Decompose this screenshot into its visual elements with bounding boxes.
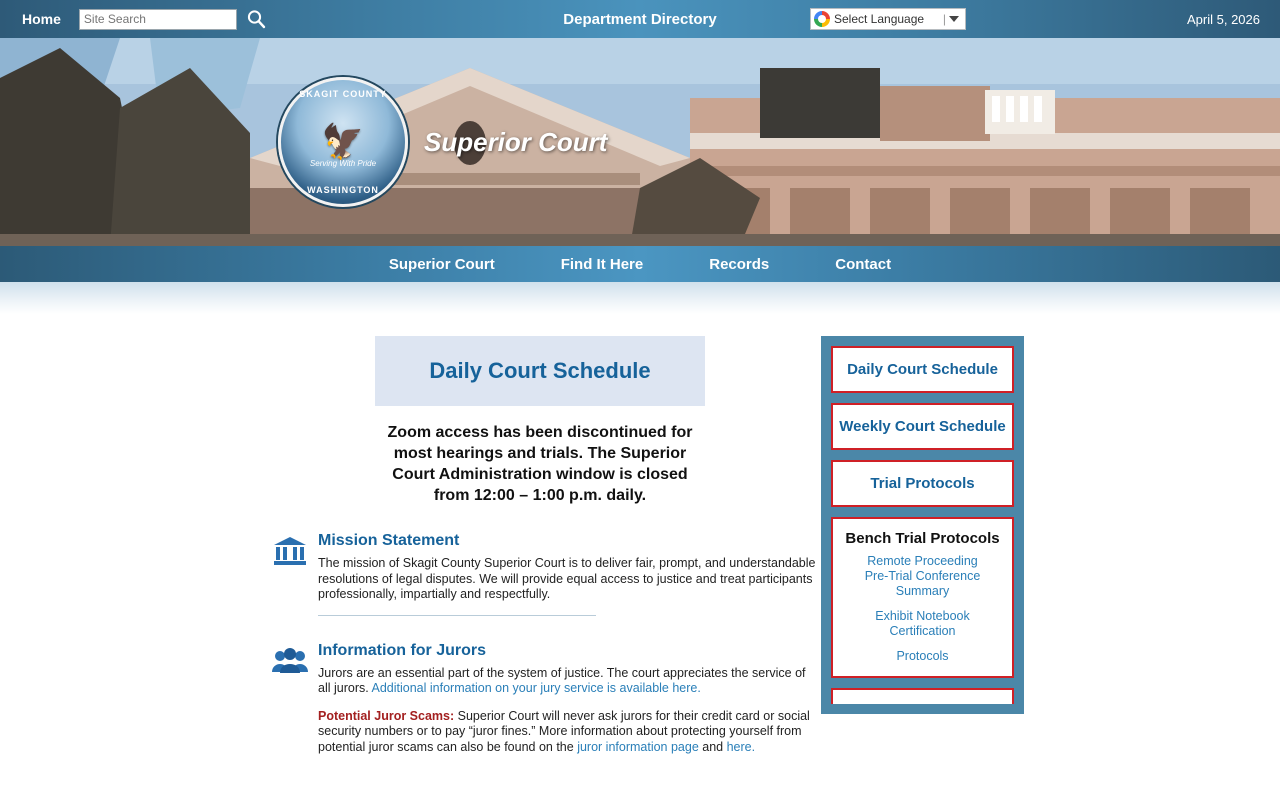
current-date: April 5, 2026 <box>1187 11 1260 27</box>
nav-item-records[interactable]: Records <box>709 255 770 273</box>
main-column <box>262 336 818 755</box>
language-selector-label: Select Language <box>834 12 925 26</box>
sidebar-button-daily-court-schedule[interactable]: Daily Court Schedule <box>831 346 1014 393</box>
people-icon <box>270 644 310 678</box>
home-link[interactable]: Home <box>22 11 61 27</box>
bench-link-remote-proceeding[interactable]: Remote Proceeding <box>867 554 978 568</box>
utility-bar <box>0 0 1280 38</box>
search-input[interactable] <box>79 9 237 30</box>
jurors-body-2 <box>318 709 818 756</box>
language-separator: | <box>942 12 946 26</box>
banner-strip <box>0 282 1280 314</box>
jurors-text-2: Superior Court will never ask jurors for their credit card or social security numbers or to pay “juror fines.” More information about protecting yourself from potential juror scams can also be found on the <box>318 708 810 754</box>
daily-court-schedule-heading: Daily Court Schedule <box>375 336 705 406</box>
nav-item-contact[interactable]: Contact <box>835 255 892 273</box>
mission-statement-section <box>262 532 818 616</box>
nav-item-find-it-here[interactable]: Find It Here <box>560 255 644 273</box>
bench-link-pretrial-conference-summary[interactable]: Pre-Trial Conference Summary <box>864 569 981 598</box>
juror-here-link[interactable]: here. <box>726 739 756 754</box>
zoom-notice: Zoom access has been discontinued for most hearings and trials. The Superior Court Administration window is closed from 12:00 – 1:00 p.m. daily. <box>387 424 693 504</box>
page-title: Superior Court <box>424 126 608 157</box>
page-content <box>0 314 1280 800</box>
search-icon[interactable] <box>245 8 267 30</box>
right-sidebar <box>821 336 1024 714</box>
mission-statement-heading: Mission Statement <box>318 532 460 549</box>
jurors-body-1 <box>318 666 818 697</box>
sidebar-button-trial-protocols[interactable]: Trial Protocols <box>831 460 1014 507</box>
jury-service-link[interactable]: Additional information on your jury service is available here. <box>371 681 701 695</box>
sidebar-next-box-partial[interactable] <box>831 688 1014 704</box>
eagle-icon: 🦅 <box>321 123 365 161</box>
bench-trial-protocols-title: Bench Trial Protocols <box>845 530 1000 547</box>
juror-scam-label: Potential Juror Scams: <box>318 708 455 723</box>
bench-trial-protocols-box <box>831 517 1014 678</box>
courthouse-icon <box>270 534 310 568</box>
bench-link-protocols[interactable]: Protocols <box>896 649 949 663</box>
section-divider <box>318 615 596 616</box>
department-directory-title: Department Directory <box>563 10 717 28</box>
seal-motto: Serving With Pride <box>309 159 377 168</box>
seal-bottom-text: WASHINGTON <box>307 185 379 195</box>
chevron-down-icon <box>949 16 959 22</box>
spacer <box>841 599 1004 609</box>
jurors-text-3: and <box>698 739 727 754</box>
jurors-heading: Information for Jurors <box>318 641 487 659</box>
county-seal <box>278 77 408 207</box>
hero-banner <box>0 38 1280 246</box>
bench-link-exhibit-notebook-certification[interactable]: Exhibit Notebook Certification <box>875 609 970 638</box>
main-navigation <box>0 246 1280 282</box>
seal-top-text: SKAGIT COUNTY <box>299 89 387 99</box>
jurors-section <box>262 642 818 756</box>
nav-item-superior-court[interactable]: Superior Court <box>388 255 495 273</box>
mission-statement-body: The mission of Skagit County Superior Court is to deliver fair, prompt, and understandable resolutions of legal disputes. We will provide equal access to justice and treat participants professionally, impartially and respectfully. <box>318 556 816 601</box>
juror-information-page-link[interactable]: juror information page <box>577 739 699 754</box>
google-translate-icon <box>814 11 830 27</box>
language-selector[interactable] <box>810 8 966 30</box>
jurors-text-1: Jurors are an essential part of the system of justice. The court appreciates the service of all jurors. <box>318 665 806 695</box>
sidebar-button-weekly-court-schedule[interactable]: Weekly Court Schedule <box>831 403 1014 450</box>
spacer <box>841 639 1004 649</box>
